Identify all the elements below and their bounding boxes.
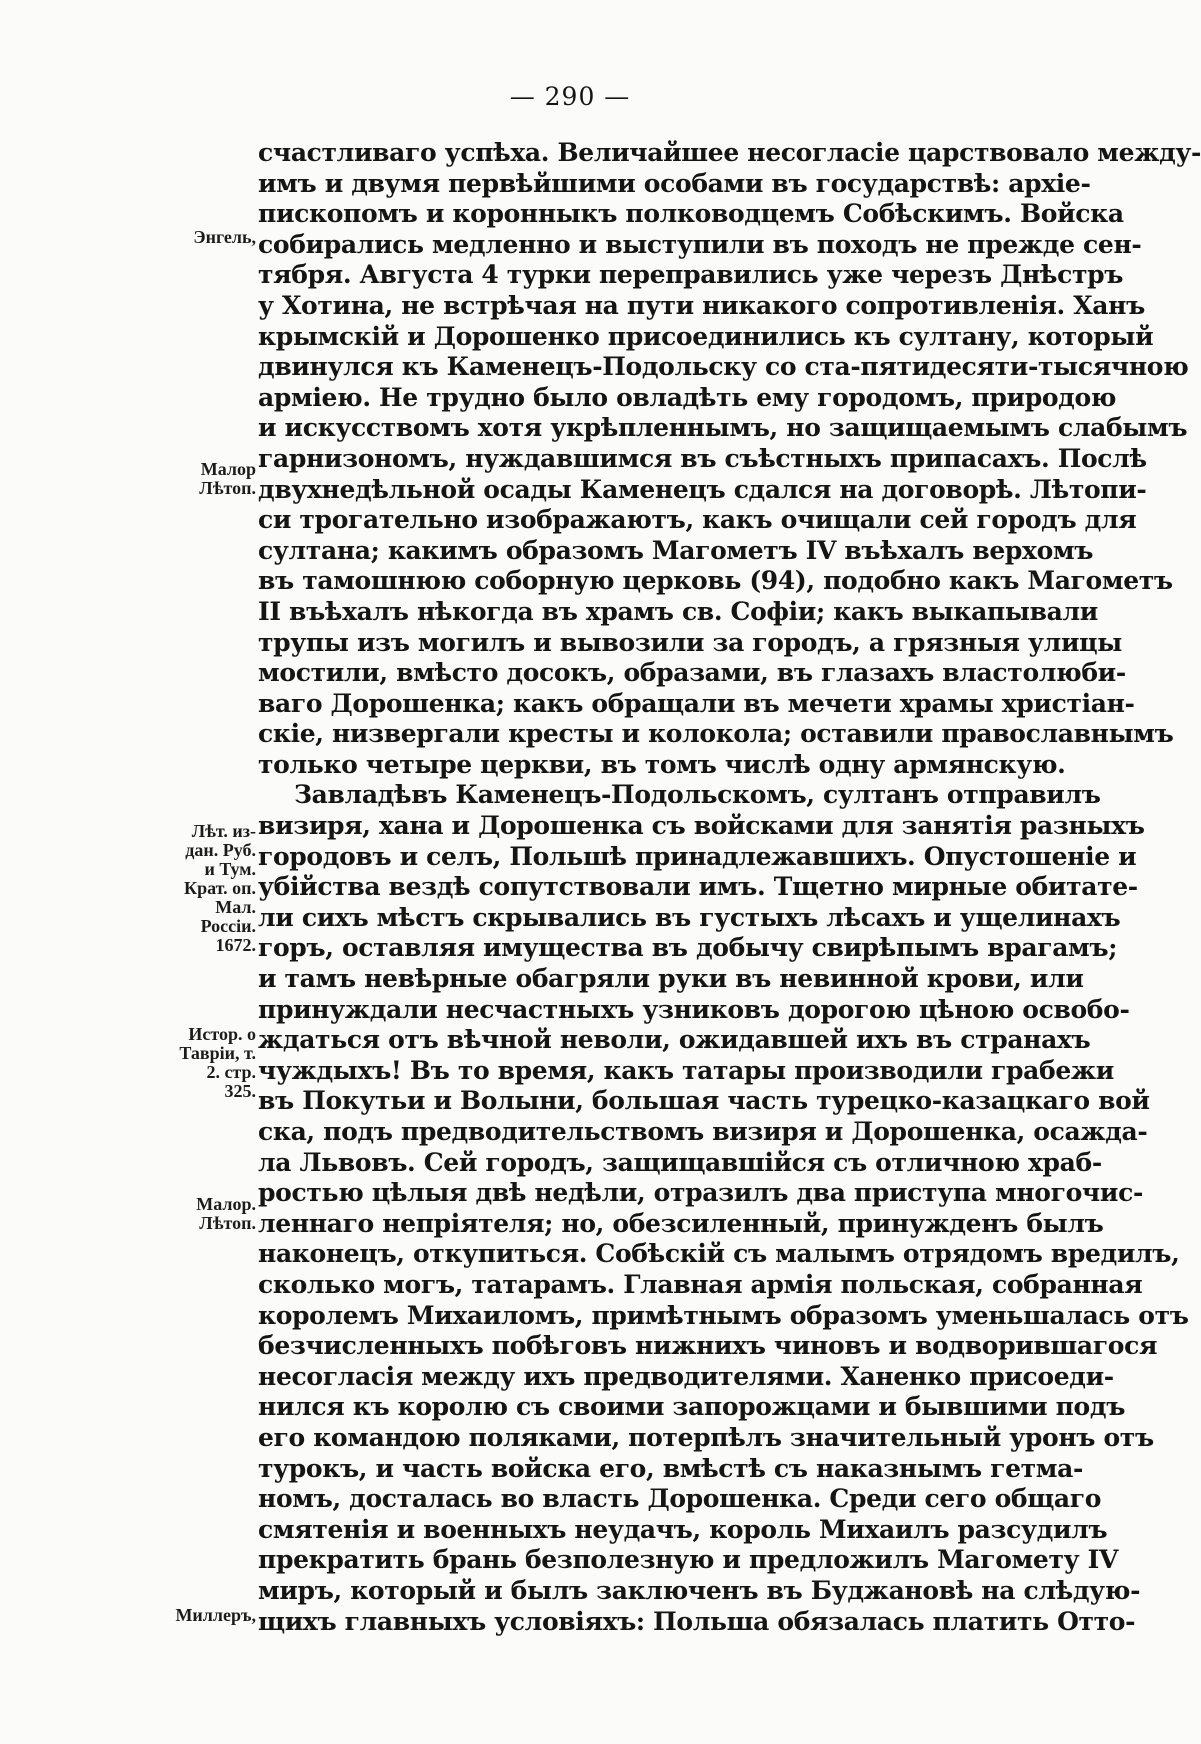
text-line: и тамъ невѣрные обагряли руки въ невинной крови, или xyxy=(258,964,1084,994)
text-line: скіе, низвергали кресты и колокола; оставили православнымъ xyxy=(258,719,1174,749)
margin-note-line: Россіи. xyxy=(200,916,256,936)
margin-note-line: Крат. оп. xyxy=(184,878,256,898)
text-line: щихъ главныхъ условіяхъ: Польша обязалась платить Отто- xyxy=(258,1606,1136,1636)
margin-note-istor-tavrii xyxy=(179,1025,256,1101)
margin-note-sources-1672 xyxy=(184,822,256,955)
text-line: счастливаго успѣха. Величайшее несогласіе царствовало между- xyxy=(258,138,1201,167)
text-line: тября. Августа 4 турки переправились уже черезъ Днѣстръ xyxy=(258,260,1124,290)
text-line: ростью цѣлыя двѣ недѣли, отразилъ два приступа многочис- xyxy=(258,1178,1143,1208)
text-line: собирались медленно и выступили въ походъ не прежде сен- xyxy=(258,229,1142,259)
margin-note-line: дан. Руб. xyxy=(185,840,256,860)
margin-note-engel xyxy=(193,228,256,247)
text-line: безчисленныхъ побѣговъ нижнихъ чиновъ и водворившагося xyxy=(258,1331,1158,1361)
text-line: султана; какимъ образомъ Магометъ IV въѣхалъ верхомъ xyxy=(258,535,1094,565)
text-line: въ тамошнюю соборную церковь (94), подобно какъ Магометъ xyxy=(258,566,1173,596)
text-line: двухнедѣльной осады Каменецъ сдался на договорѣ. Лѣтопи- xyxy=(258,474,1147,504)
text-line: несогласія между ихъ предводителями. Ханенко присоеди- xyxy=(258,1361,1114,1391)
margin-note-line: Энгель, xyxy=(193,227,256,247)
text-line: гарнизономъ, нуждавшимся въ съѣстныхъ припасахъ. Послѣ xyxy=(258,443,1147,473)
paragraph-start-line: Завладѣвъ Каменецъ-Подольскомъ, султанъ отправилъ xyxy=(294,780,1101,810)
text-line: наконецъ, откупиться. Собѣскій съ малымъ отрядомъ вредилъ, xyxy=(258,1239,1180,1269)
text-line: II въѣхалъ нѣкогда въ храмъ св. Софіи; какъ выкапывали xyxy=(258,596,1098,626)
text-line: арміею. Не трудно было овладѣть ему городомъ, природою xyxy=(258,382,1117,412)
text-line: прекратить брань безполезную и предложилъ Магомету IV xyxy=(258,1545,1118,1575)
text-line: мостили, вмѣсто досокъ, образами, въ глазахъ властолюби- xyxy=(258,658,1126,688)
text-line: его командою поляками, потерпѣлъ значительный уронъ отъ xyxy=(258,1422,1154,1452)
margin-note-line: Малор. xyxy=(196,1194,256,1214)
text-line: ждаться отъ вѣчной неволи, ожидавшей ихъ въ странахъ xyxy=(258,1025,1091,1055)
text-line: ли сихъ мѣстъ скрывались въ густыхъ лѣсахъ и ущелинахъ xyxy=(258,902,1121,932)
margin-note-line: Лѣт. из- xyxy=(191,821,256,841)
text-line: у Хотина, не встрѣчая на пути никакого сопротивленія. Ханъ xyxy=(258,290,1145,320)
margin-note-line: 325. xyxy=(224,1081,256,1101)
page-number: — 290 — xyxy=(509,82,631,111)
margin-note-miller xyxy=(175,1606,256,1625)
text-line: нился къ королю съ своими запорожцами и бывшими подъ xyxy=(258,1392,1126,1422)
text-line: трупы изъ могилъ и вывозили за городъ, а грязныя улицы xyxy=(258,627,1122,657)
text-line: миръ, который и былъ заключенъ въ Буджановѣ на слѣдую- xyxy=(258,1575,1141,1605)
text-line: крымскій и Дорошенко присоединились къ султану, который xyxy=(258,321,1154,351)
text-line: въ Покутьи и Волыни, большая часть турецко-казацкаго вой xyxy=(258,1086,1150,1116)
text-line: номъ, досталась во власть Дорошенка. Среди сего общаго xyxy=(258,1484,1102,1514)
text-line: визиря, хана и Дорошенка съ войсками для занятія разныхъ xyxy=(258,811,1145,841)
text-line: королемъ Михаиломъ, примѣтнымъ образомъ уменьшалась отъ xyxy=(258,1300,1189,1330)
margin-note-line: Мал. xyxy=(215,897,256,917)
text-line: горъ, оставляя имущества въ добычу свирѣпымъ врагамъ; xyxy=(258,933,1118,963)
margin-note-line: Истор. о xyxy=(188,1024,256,1044)
text-line: городовъ и селъ, Польшѣ принадлежавшихъ. Опустошеніе и xyxy=(258,841,1137,871)
text-line: пископомъ и коронныкъ полководцемъ Собѣскимъ. Войска xyxy=(258,199,1124,229)
margin-note-line: Тавріи, т. xyxy=(179,1043,256,1063)
margin-note-malor-letop-2 xyxy=(196,1195,256,1233)
text-line: принуждали несчастныхъ узниковъ дорогою цѣною освобо- xyxy=(258,994,1130,1024)
text-line: и искусствомъ хотя укрѣпленнымъ, но защищаемымъ слабымъ xyxy=(258,413,1188,443)
margin-note-line: Миллеръ, xyxy=(175,1605,256,1625)
paragraph-end-line: только четыре церкви, въ томъ числѣ одну армянскую. xyxy=(258,749,1066,779)
body-text xyxy=(258,138,1201,1637)
text-line: ваго Дорошенка; какъ обращали въ мечети храмы христіан- xyxy=(258,688,1135,718)
text-line: ска, подъ предводительствомъ визиря и Дорошенка, осажда- xyxy=(258,1117,1148,1146)
text-line: леннаго непріятеля; но, обезсиленный, принужденъ былъ xyxy=(258,1208,1104,1238)
text-line: сколько могъ, татарамъ. Главная армія польская, собранная xyxy=(258,1269,1143,1299)
text-line: си трогательно изображаютъ, какъ очищали сей городъ для xyxy=(258,505,1137,535)
text-line: ла Львовъ. Сей городъ, защищавшійся съ отличною храб- xyxy=(258,1147,1102,1177)
text-line: турокъ, и часть войска его, вмѣстѣ съ наказнымъ гетма- xyxy=(258,1453,1084,1483)
text-line: двинулся къ Каменецъ-Подольску со ста-пятидесяти-тысячною xyxy=(258,352,1189,382)
text-line: смятенія и военныхъ неудачъ, король Михаилъ разсудилъ xyxy=(258,1514,1108,1544)
text-line: имъ и двумя первѣйшими особами въ государствѣ: архіе- xyxy=(258,168,1091,198)
margin-note-line: 2. стр. xyxy=(206,1062,256,1082)
margin-note-line: и Тум. xyxy=(204,859,256,879)
margin-note-line: Малор xyxy=(200,459,256,479)
text-line: убійства вездѣ сопутствовали имъ. Тщетно мирные обитате- xyxy=(258,872,1138,902)
text-line: чуждыхъ! Въ то время, какъ татары производили грабежи xyxy=(258,1055,1114,1085)
margin-note-line: Лѣтоп. xyxy=(199,1213,256,1233)
margin-note-line: 1672. xyxy=(215,935,256,955)
margin-note-line: Лѣтоп. xyxy=(199,478,256,498)
margin-note-malor-letop xyxy=(199,460,256,498)
